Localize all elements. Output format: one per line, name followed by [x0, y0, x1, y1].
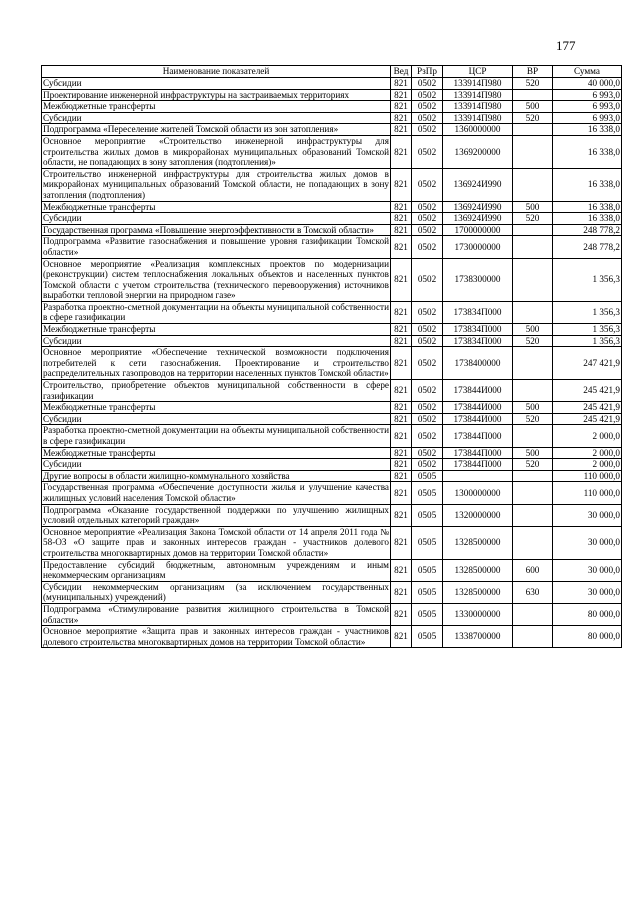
table-row: [42, 559, 622, 581]
cell-csr: 136924И990: [443, 201, 513, 213]
table-row: [42, 258, 622, 301]
cell-ved: 821: [391, 112, 412, 124]
cell-sum: 6 993,0: [553, 101, 622, 113]
cell-ved: 821: [391, 526, 412, 559]
cell-csr: 133914П980: [443, 78, 513, 90]
table-header-row: [42, 66, 622, 78]
cell-sum: 2 000,0: [553, 447, 622, 459]
cell-rzpr: 0502: [412, 402, 443, 414]
cell-sum: 1 356,3: [553, 258, 622, 301]
cell-rzpr: 0505: [412, 482, 443, 504]
cell-ved: 821: [391, 413, 412, 425]
table-row: [42, 459, 622, 471]
table-row: [42, 482, 622, 504]
cell-rzpr: 0505: [412, 559, 443, 581]
cell-rzpr: 0502: [412, 168, 443, 201]
cell-rzpr: 0502: [412, 135, 443, 168]
cell-vr: [513, 425, 553, 447]
cell-name: Подпрограмма «Стимулирование развития жилищного строительства в Томской области»: [43, 603, 389, 625]
cell-vr: [513, 258, 553, 301]
cell-vr: 520: [513, 413, 553, 425]
cell-name: Строительство, приобретение объектов муниципальной собственности в сфере газификации: [43, 380, 389, 401]
cell-name: Разработка проектно-сметной документации на объекты муниципальной собственности в сфере газификации: [43, 301, 389, 323]
cell-csr: 1328500000: [443, 559, 513, 581]
table-row: [42, 447, 622, 459]
cell-csr: 1320000000: [443, 504, 513, 526]
cell-name: Субсидии: [42, 112, 391, 124]
cell-name: Основное мероприятие «Обеспечение технической возможности подключения потребителей к сети газоснабжения. Проектирование и строительство распределительных газопроводов на территории населенных пунктов Томской области»: [43, 347, 389, 379]
cell-rzpr: 0505: [412, 603, 443, 625]
cell-ved: 821: [391, 603, 412, 625]
header-rzpr: РзПр: [412, 66, 443, 78]
cell-vr: 520: [513, 213, 553, 225]
cell-ved: 821: [391, 626, 412, 648]
table-row: [42, 78, 622, 90]
cell-vr: [513, 347, 553, 380]
cell-csr: 136924И990: [443, 213, 513, 225]
cell-sum: 30 000,0: [553, 504, 622, 526]
cell-ved: 821: [391, 559, 412, 581]
cell-ved: 821: [391, 258, 412, 301]
cell-sum: 110 000,0: [553, 482, 622, 504]
table-row: [42, 101, 622, 113]
cell-ved: 821: [391, 135, 412, 168]
cell-sum: 247 421,9: [553, 347, 622, 380]
table-row: [42, 402, 622, 414]
cell-sum: 16 338,0: [553, 124, 622, 136]
cell-csr: 1338700000: [443, 626, 513, 648]
table-row: [42, 213, 622, 225]
cell-ved: 821: [391, 347, 412, 380]
cell-name: Подпрограмма «Оказание государственной поддержки по улучшению жилищных условий отдельных категорий граждан»: [43, 504, 389, 526]
cell-sum: 80 000,0: [553, 626, 622, 648]
cell-vr: [513, 224, 553, 236]
cell-ved: 821: [391, 482, 412, 504]
table-row: [42, 236, 622, 258]
cell-vr: [513, 526, 553, 559]
cell-rzpr: 0502: [412, 89, 443, 101]
cell-name: Основное мероприятие «Реализация комплексных проектов по модернизации (реконструкции) систем теплоснабжения локальных объектов и населенных пунктов Томской области с учетом строительства (технического перевооружения) источников выработки тепловой энергии на природном газе»: [43, 258, 389, 301]
header-ved: Вед: [391, 66, 412, 78]
cell-rzpr: 0502: [412, 380, 443, 402]
cell-rzpr: 0502: [412, 224, 443, 236]
cell-csr: 133914П980: [443, 112, 513, 124]
table-row: [42, 380, 622, 402]
cell-rzpr: 0505: [412, 581, 443, 603]
cell-sum: 1 356,3: [553, 335, 622, 347]
cell-vr: 500: [513, 201, 553, 213]
cell-vr: [513, 504, 553, 526]
cell-vr: [513, 168, 553, 201]
table-row: [42, 526, 622, 559]
cell-name: Межбюджетные трансферты: [42, 101, 391, 113]
cell-rzpr: 0505: [412, 626, 443, 648]
cell-vr: 520: [513, 335, 553, 347]
header-vr: ВР: [513, 66, 553, 78]
cell-name: Основное мероприятие «Реализация Закона Томской области от 14 апреля 2011 года № 58-ОЗ «О защите прав и законных интересов граждан - участников долевого строительства многоквартирных домов на территории Томской области»: [43, 526, 389, 558]
cell-ved: 821: [391, 213, 412, 225]
table-row: [42, 425, 622, 447]
cell-vr: [513, 470, 553, 482]
cell-vr: [513, 135, 553, 168]
cell-vr: [513, 626, 553, 648]
cell-sum: 1 356,3: [553, 301, 622, 323]
cell-rzpr: 0502: [412, 347, 443, 380]
cell-csr: 1738400000: [443, 347, 513, 380]
cell-sum: 30 000,0: [553, 526, 622, 559]
cell-csr: 173844П000: [443, 459, 513, 471]
cell-name: Государственная программа «Обеспечение доступности жилья и улучшение качества жилищных условий населения Томской области»: [43, 482, 389, 503]
table-row: [42, 347, 622, 380]
cell-csr: 1300000000: [443, 482, 513, 504]
cell-ved: 821: [391, 447, 412, 459]
cell-rzpr: 0502: [412, 213, 443, 225]
cell-rzpr: 0502: [412, 459, 443, 471]
cell-rzpr: 0502: [412, 324, 443, 336]
cell-name: Подпрограмма «Переселение жителей Томской области из зон затопления»: [42, 124, 391, 136]
cell-ved: 821: [391, 504, 412, 526]
cell-ved: 821: [391, 459, 412, 471]
cell-ved: 821: [391, 78, 412, 90]
cell-sum: 80 000,0: [553, 603, 622, 625]
table-row: [42, 168, 622, 201]
table-row: [42, 112, 622, 124]
cell-vr: 520: [513, 112, 553, 124]
cell-ved: 821: [391, 470, 412, 482]
cell-name: Субсидии: [42, 459, 391, 471]
cell-sum: 16 338,0: [553, 168, 622, 201]
cell-ved: 821: [391, 425, 412, 447]
cell-sum: 248 778,2: [553, 236, 622, 258]
cell-ved: 821: [391, 380, 412, 402]
table-row: [42, 301, 622, 323]
cell-ved: 821: [391, 324, 412, 336]
cell-name: Предоставление субсидий бюджетным, автономным учреждениям и иным некоммерческим организациям: [43, 559, 389, 581]
cell-ved: 821: [391, 201, 412, 213]
table-row: [42, 201, 622, 213]
cell-csr: 173844И000: [443, 402, 513, 414]
cell-vr: [513, 380, 553, 402]
cell-vr: [513, 603, 553, 625]
cell-ved: 821: [391, 581, 412, 603]
cell-name: Основное мероприятие «Строительство инженерной инфраструктуры для строительства жилых домов в микрорайонах муниципальных образований Томской области, не попадающих в зону затопления (подтопления)»: [43, 135, 389, 168]
cell-vr: [513, 124, 553, 136]
cell-name: Основное мероприятие «Защита прав и законных интересов граждан - участников долевого строительства многоквартирных домов на территории Томской области»: [43, 626, 389, 647]
cell-sum: 16 338,0: [553, 135, 622, 168]
cell-csr: 173834П000: [443, 324, 513, 336]
cell-vr: [513, 236, 553, 258]
cell-sum: 1 356,3: [553, 324, 622, 336]
cell-csr: 173834П000: [443, 335, 513, 347]
cell-ved: 821: [391, 89, 412, 101]
cell-sum: 245 421,9: [553, 402, 622, 414]
cell-vr: 500: [513, 101, 553, 113]
header-name: Наименование показателей: [42, 66, 391, 78]
cell-csr: 1330000000: [443, 603, 513, 625]
cell-vr: 500: [513, 402, 553, 414]
table-row: [42, 626, 622, 648]
cell-name: Государственная программа «Повышение энергоэффективности в Томской области»: [42, 224, 391, 236]
cell-csr: 173844И000: [443, 413, 513, 425]
table-row: [42, 224, 622, 236]
table-row: [42, 470, 622, 482]
cell-rzpr: 0505: [412, 470, 443, 482]
cell-name: Субсидии: [42, 335, 391, 347]
cell-name: Субсидии: [42, 413, 391, 425]
cell-rzpr: 0502: [412, 447, 443, 459]
cell-rzpr: 0502: [412, 425, 443, 447]
cell-vr: 520: [513, 459, 553, 471]
cell-rzpr: 0502: [412, 112, 443, 124]
cell-rzpr: 0505: [412, 504, 443, 526]
cell-csr: 1700000000: [443, 224, 513, 236]
cell-csr: 173844П000: [443, 425, 513, 447]
cell-rzpr: 0502: [412, 78, 443, 90]
cell-rzpr: 0502: [412, 236, 443, 258]
cell-name: Строительство инженерной инфраструктуры для строительства жилых домов в микрорайонах муниципальных образований Томской области, не попадающих в зону затопления (подтопления): [43, 168, 389, 200]
header-csr: ЦСР: [443, 66, 513, 78]
cell-rzpr: 0502: [412, 101, 443, 113]
cell-vr: 500: [513, 324, 553, 336]
cell-name: Субсидии некоммерческим организациям (за исключением государственных (муниципальных) учреждений): [43, 581, 389, 603]
cell-ved: 821: [391, 301, 412, 323]
cell-vr: [513, 482, 553, 504]
cell-sum: 16 338,0: [553, 213, 622, 225]
cell-csr: 1369200000: [443, 135, 513, 168]
cell-name: Межбюджетные трансферты: [42, 324, 391, 336]
table-body: [42, 78, 622, 648]
page-number: 177: [556, 38, 576, 53]
cell-sum: 110 000,0: [553, 470, 622, 482]
cell-name: Межбюджетные трансферты: [42, 402, 391, 414]
cell-sum: 30 000,0: [553, 581, 622, 603]
cell-sum: 30 000,0: [553, 559, 622, 581]
cell-sum: 2 000,0: [553, 425, 622, 447]
cell-csr: 1328500000: [443, 526, 513, 559]
cell-csr: 1360000000: [443, 124, 513, 136]
cell-sum: 2 000,0: [553, 459, 622, 471]
cell-sum: 6 993,0: [553, 112, 622, 124]
cell-name: Межбюджетные трансферты: [42, 447, 391, 459]
cell-csr: 1730000000: [443, 236, 513, 258]
cell-csr: 1328500000: [443, 581, 513, 603]
cell-name: Разработка проектно-сметной документации на объекты муниципальной собственности в сфере газификации: [43, 425, 389, 446]
table-row: [42, 124, 622, 136]
cell-rzpr: 0502: [412, 201, 443, 213]
cell-ved: 821: [391, 124, 412, 136]
cell-name: Субсидии: [42, 78, 391, 90]
cell-csr: [443, 470, 513, 482]
cell-name: Подпрограмма «Развитие газоснабжения и повышение уровня газификации Томской области»: [43, 236, 389, 257]
cell-ved: 821: [391, 101, 412, 113]
cell-csr: 133914П980: [443, 89, 513, 101]
cell-csr: 173844П000: [443, 447, 513, 459]
cell-ved: 821: [391, 224, 412, 236]
table-row: [42, 335, 622, 347]
cell-csr: 1738300000: [443, 258, 513, 301]
cell-sum: 245 421,9: [553, 380, 622, 402]
cell-rzpr: 0505: [412, 526, 443, 559]
cell-vr: [513, 301, 553, 323]
cell-name: Межбюджетные трансферты: [42, 201, 391, 213]
cell-sum: 40 000,0: [553, 78, 622, 90]
cell-sum: 248 778,2: [553, 224, 622, 236]
cell-csr: 136924И990: [443, 168, 513, 201]
cell-csr: 173834П000: [443, 301, 513, 323]
table-row: [42, 324, 622, 336]
cell-vr: 500: [513, 447, 553, 459]
cell-csr: 133914П980: [443, 101, 513, 113]
cell-sum: 245 421,9: [553, 413, 622, 425]
cell-rzpr: 0502: [412, 413, 443, 425]
table-row: [42, 413, 622, 425]
cell-rzpr: 0502: [412, 124, 443, 136]
cell-vr: 630: [513, 581, 553, 603]
cell-vr: [513, 89, 553, 101]
cell-name: Субсидии: [42, 213, 391, 225]
cell-name: Проектирование инженерной инфраструктуры на застраиваемых территориях: [42, 89, 391, 101]
cell-ved: 821: [391, 168, 412, 201]
cell-vr: 520: [513, 78, 553, 90]
cell-ved: 821: [391, 402, 412, 414]
table-row: [42, 504, 622, 526]
table-row: [42, 603, 622, 625]
cell-name: Другие вопросы в области жилищно-коммунального хозяйства: [42, 470, 391, 482]
budget-table: [41, 65, 622, 648]
cell-rzpr: 0502: [412, 258, 443, 301]
cell-ved: 821: [391, 335, 412, 347]
cell-sum: 16 338,0: [553, 201, 622, 213]
cell-ved: 821: [391, 236, 412, 258]
table-row: [42, 581, 622, 603]
cell-vr: 600: [513, 559, 553, 581]
cell-sum: 6 993,0: [553, 89, 622, 101]
cell-rzpr: 0502: [412, 301, 443, 323]
table-row: [42, 89, 622, 101]
table-row: [42, 135, 622, 168]
header-sum: Сумма: [553, 66, 622, 78]
cell-rzpr: 0502: [412, 335, 443, 347]
cell-csr: 173844И000: [443, 380, 513, 402]
